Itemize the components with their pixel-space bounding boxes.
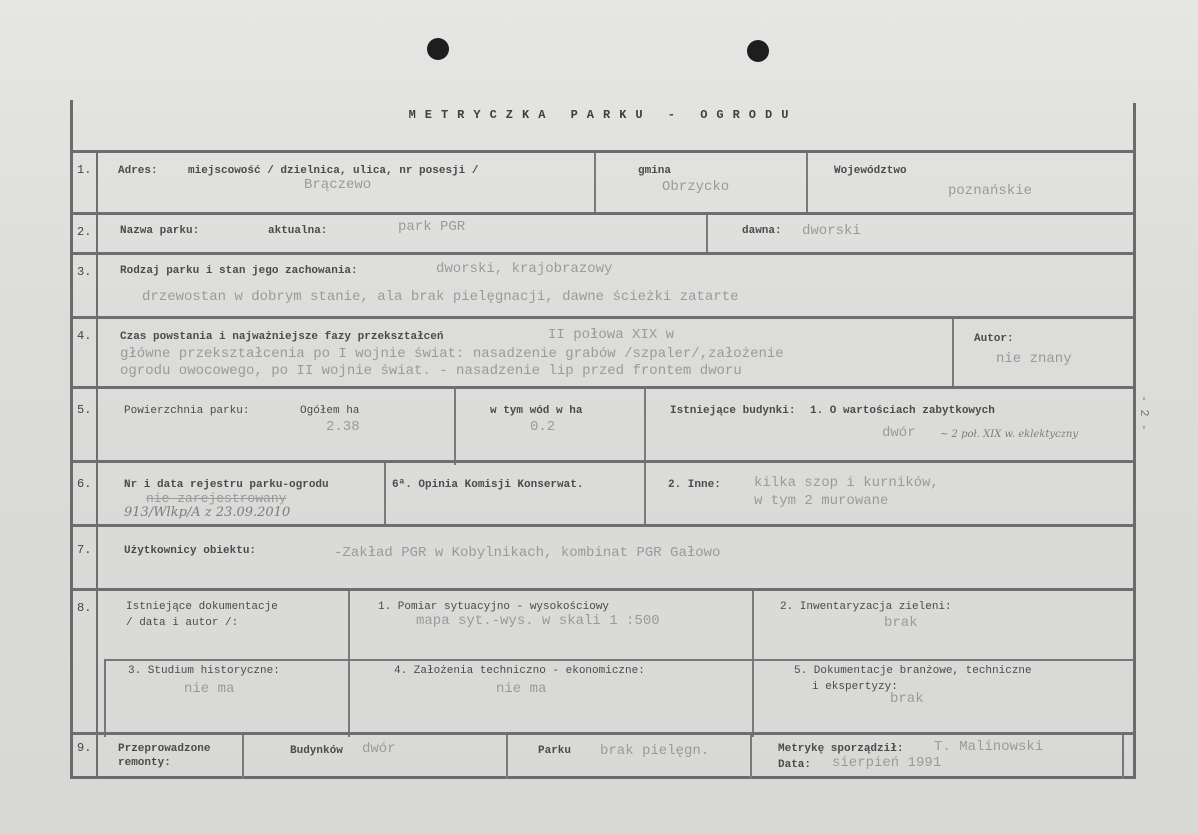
park-type-label: Rodzaj parku i stan jego zachowania:: [120, 265, 358, 277]
park-repairs-label: Parku: [538, 745, 572, 757]
punch-hole-left: [427, 38, 449, 60]
other-buildings-label: 2. Inne:: [668, 479, 721, 491]
row-address: [72, 150, 1134, 213]
row-number: 7.: [72, 527, 98, 591]
greenery-value: brak: [884, 615, 918, 631]
water-area-cell: [454, 389, 644, 465]
tech-assumptions-label: 4. Założenia techniczno - ekonomiczne:: [394, 665, 645, 677]
history-study-value: nie ma: [184, 681, 235, 697]
row-number: 2.: [72, 215, 98, 255]
opinion-cell: [384, 463, 646, 527]
address-value: Brączewo: [304, 177, 372, 193]
other-buildings-value-2: w tym 2 murowane: [754, 493, 889, 509]
row-number: 1.: [72, 153, 98, 213]
area-label: Powierzchnia parku:: [124, 405, 250, 417]
wojewodztwo-value: poznańskie: [948, 183, 1033, 199]
former-name-value: dworski: [802, 223, 861, 239]
author-cell: [952, 319, 1134, 389]
tech-assumptions-cell: [348, 661, 754, 737]
row-register: [72, 460, 1134, 527]
gmina-value: Obrzycko: [662, 179, 730, 195]
park-repairs-value: brak pielęgn.: [600, 743, 710, 759]
repairs-label-1: Przeprowadzone: [118, 743, 211, 755]
historic-buildings-handwritten: ~ 2 poł. XIX w. eklektyczny: [940, 429, 1078, 440]
date-label: Data:: [778, 759, 812, 771]
row-history: [72, 316, 1134, 389]
former-name-cell: [706, 215, 1134, 255]
industry-docs-cell: [752, 661, 1134, 737]
address-sublabel: miejscowość / dzielnica, ulica, nr posesji /: [188, 165, 479, 177]
wojewodztwo-label: Województwo: [834, 165, 907, 177]
buildings-cell: [644, 389, 1134, 465]
water-area-value: 0.2: [530, 419, 556, 435]
tech-assumptions-value: nie ma: [496, 681, 547, 697]
buildings-label: Istniejące budynki:: [670, 405, 796, 417]
repairs-label-2: remonty:: [118, 757, 171, 769]
author-label: Autor:: [974, 333, 1014, 345]
industry-docs-label-2: i ekspertyzy:: [812, 681, 898, 693]
history-study-label: 3. Studium historyczne:: [128, 665, 280, 677]
former-name-label: dawna:: [742, 225, 782, 237]
punch-hole-right: [747, 40, 769, 62]
row-users: [72, 524, 1134, 591]
history-value-1: II połowa XIX w: [548, 327, 675, 343]
park-name-label: Nazwa parku:: [120, 225, 200, 237]
form-title: METRYCZKA PARKU - OGRODU: [408, 108, 798, 122]
other-buildings-value-1: kilka szop i kurników,: [754, 475, 939, 491]
history-value-3: ogrodu owocowego, po II wojnie świat. - nasadzenie lip przed frontem dworu: [120, 363, 742, 379]
history-value-2: główne przekształcenia po I wojnie świat: nasadzenie grabów /szpaler/,założenie: [120, 346, 784, 362]
users-label: Użytkownicy obiektu:: [124, 545, 257, 557]
current-name-label: aktualna:: [268, 225, 328, 237]
row-number: 4.: [72, 319, 98, 389]
author-date-cell: [750, 735, 1124, 779]
survey-label: 1. Pomiar sytuacyjno - wysokościowy: [378, 601, 610, 613]
total-area-value: 2.38: [326, 419, 360, 435]
row-repairs: [72, 732, 1134, 779]
park-type-value-1: dworski, krajobrazowy: [436, 261, 613, 277]
prepared-by-value: T. Malinowski: [934, 739, 1044, 755]
register-label: Nr i data rejestru parku-ogrodu: [124, 479, 329, 491]
buildings-repairs-value: dwór: [362, 741, 396, 757]
total-area-label: Ogółem ha: [300, 405, 360, 417]
row-number: 5.: [72, 389, 98, 465]
buildings-repairs-cell: [242, 735, 508, 779]
register-struck-value: nie zarejestrowany: [146, 491, 287, 506]
date-value: sierpień 1991: [832, 755, 942, 771]
row-number: 6.: [72, 463, 98, 527]
author-value: nie znany: [996, 351, 1072, 367]
greenery-label: 2. Inwentaryzacja zieleni:: [780, 601, 952, 613]
row-number: 3.: [72, 255, 98, 319]
address-label: Adres:: [118, 165, 158, 177]
row-park-name: [72, 212, 1134, 255]
row-documentation: [72, 588, 1134, 737]
other-buildings-cell: [644, 463, 1134, 527]
current-name-value: park PGR: [398, 219, 466, 235]
docs-label-2: / data i autor /:: [126, 617, 239, 629]
survey-cell: [348, 591, 754, 661]
page-number-mark: - 2 -: [1137, 395, 1151, 432]
history-study-cell: [104, 661, 350, 737]
prepared-by-label: Metrykę sporządził:: [778, 743, 904, 755]
industry-docs-value: brak: [890, 691, 924, 707]
historic-buildings-label: 1. O wartościach zabytkowych: [810, 405, 995, 417]
greenery-cell: [752, 591, 1134, 661]
row-number: 8.: [72, 591, 98, 737]
docs-label-1: Istniejące dokumentacje: [126, 601, 278, 613]
park-type-value-2: drzewostan w dobrym stanie, ala brak pielęgnacji, dawne ścieżki zatarte: [142, 289, 739, 305]
wojewodztwo-cell: [806, 153, 1134, 213]
row-number: 9.: [72, 735, 98, 779]
industry-docs-label-1: 5. Dokumentacje branżowe, techniczne: [794, 665, 1032, 677]
survey-value: mapa syt.-wys. w skali 1 :500: [416, 613, 660, 629]
park-repairs-cell: [506, 735, 752, 779]
row-park-type: [72, 252, 1134, 319]
opinion-label: 6ª. Opinia Komisji Konserwat.: [392, 479, 584, 491]
buildings-repairs-label: Budynków: [290, 745, 343, 757]
users-value: -Zakład PGR w Kobylnikach, kombinat PGR Gałowo: [334, 545, 721, 561]
water-area-label: w tym wód w ha: [490, 405, 583, 417]
gmina-cell: [594, 153, 806, 213]
historic-buildings-value: dwór: [882, 425, 916, 441]
gmina-label: gmina: [638, 165, 672, 177]
row-area: [72, 386, 1134, 465]
history-label: Czas powstania i najważniejsze fazy przekształceń: [120, 331, 444, 343]
register-handwritten-value: 913/Wlkp/A z 23.09.2010: [124, 505, 291, 520]
